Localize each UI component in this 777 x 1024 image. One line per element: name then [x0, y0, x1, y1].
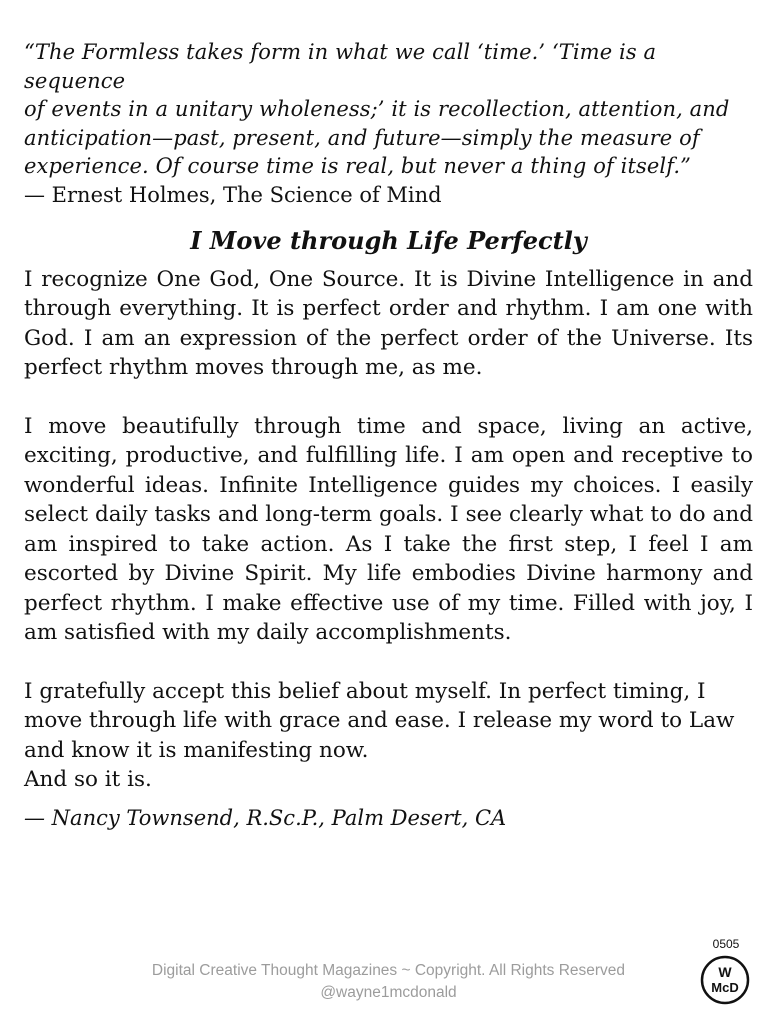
page-content — [24, 38, 753, 833]
social-handle: @wayne1mcdonald — [320, 984, 457, 1001]
paragraph-spacer — [24, 383, 753, 412]
quote-line: “The Formless takes form in what we call ‘time.’ ‘Time is a sequence — [24, 40, 657, 93]
closing-line: And so it is. — [24, 767, 152, 792]
article-title: I Move through Life Perfectly — [190, 225, 587, 255]
quote-attribution: — Ernest Holmes, The Science of Mind — [24, 182, 442, 207]
page-number: 0505 — [712, 937, 740, 951]
logo-letters: McD — [711, 980, 739, 995]
paragraph-spacer — [24, 648, 753, 677]
epigraph — [24, 38, 753, 209]
quote-line: anticipation—past, present, and future—simply the measure of — [24, 125, 700, 150]
body-paragraph-1: I recognize One God, One Source. It is Divine Intelligence in and through everything. It is perfect order and rhythm. I am one with God. I am an expression of the perfect order of the Universe. Its perfect rhythm moves through me, as me. — [24, 266, 753, 380]
quote-line: of events in a unitary wholeness;’ it is recollection, attention, and — [24, 97, 730, 121]
body-paragraph-3: I gratefully accept this belief about myself. In perfect timing, I move through life with grace and ease. I release my word to Law and know it is manifesting now. — [24, 678, 735, 763]
copyright-notice: Digital Creative Thought Magazines ~ Copyright. All Rights Reserved — [151, 962, 626, 979]
body-paragraph-2: I move beautifully through time and space, living an active, exciting, productive, and fulfilling life. I am open and receptive to wonderful ideas. Infinite Intelligence guides my choices. I easily select daily tasks and long-term goals. I see clearly what to do and am inspired to take action. As I take the first step, I feel I am escorted by Divine Spirit. My life embodies Divine harmony and perfect rhythm. I make effective use of my time. Filled with joy, I am satisfied with my daily accomplishments. — [24, 413, 753, 645]
logo-letter: W — [718, 964, 732, 980]
author-signoff: — Nancy Townsend, R.Sc.P., Palm Desert, CA — [24, 805, 507, 830]
quote-line: experience. Of course time is real, but never a thing of itself.” — [24, 154, 691, 178]
page-footer — [0, 960, 777, 1004]
